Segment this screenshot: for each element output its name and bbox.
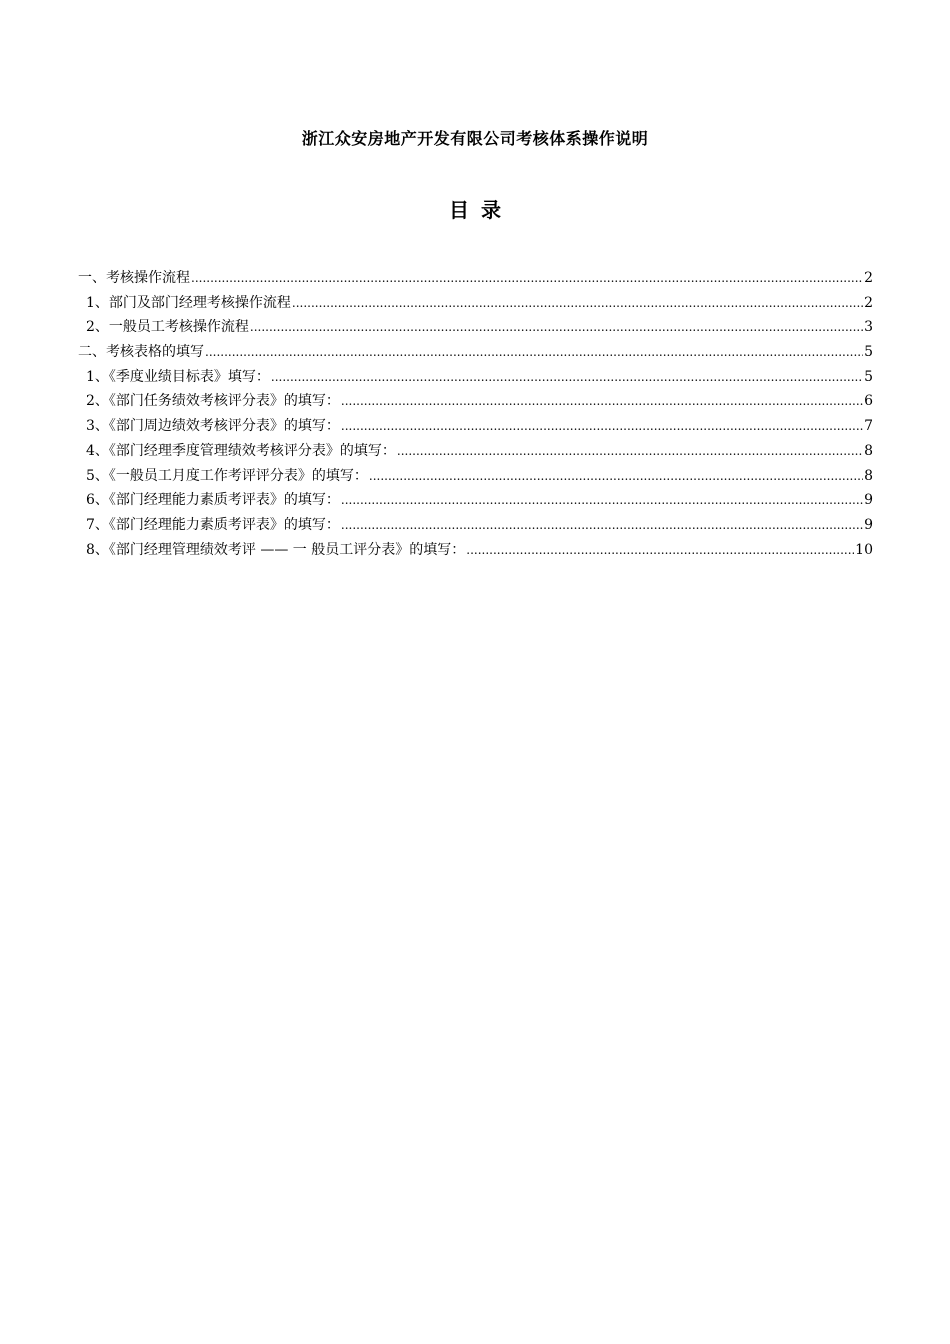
toc-entry-label: 二、考核表格的填写 [78, 344, 204, 361]
toc-entry-label: 4、《部门经理季度管理绩效考核评分表》的填写： [86, 442, 396, 459]
toc-dot-leader [466, 543, 854, 557]
toc-dot-leader [191, 271, 863, 285]
toc-entry[interactable] [78, 465, 873, 490]
toc-entry-page: 5 [864, 368, 873, 385]
toc-entry-label: 1、《季度业绩目标表》填写： [86, 368, 270, 385]
toc-entry-label: 2、一般员工考核操作流程 [86, 319, 249, 336]
toc-entry-label: 6、《部门经理能力素质考评表》的填写： [86, 492, 340, 509]
toc-entry[interactable] [78, 390, 873, 415]
toc-dot-leader [205, 345, 863, 359]
toc-entry-label: 5、《一般员工月度工作考评评分表》的填写： [86, 467, 368, 484]
toc-entry-label: 3、《部门周边绩效考核评分表》的填写： [86, 418, 340, 435]
toc-entry-page: 6 [864, 393, 873, 410]
toc-entry-label: 2、《部门任务绩效考核评分表》的填写： [86, 393, 340, 410]
toc-dot-leader [397, 444, 863, 458]
toc-entry[interactable] [78, 415, 873, 440]
toc-entry-page: 3 [864, 319, 873, 336]
toc-heading: 目录 [449, 198, 513, 222]
toc-dot-leader [341, 493, 863, 507]
document-title: 浙江众安房地产开发有限公司考核体系操作说明 [301, 129, 649, 148]
toc-entry-page: 8 [864, 467, 873, 484]
toc-entry[interactable] [78, 292, 873, 317]
toc-entry-page: 10 [855, 541, 873, 558]
toc-dot-leader [341, 518, 863, 532]
toc-entry-label: 1、部门及部门经理考核操作流程 [86, 294, 291, 311]
toc-entry-page: 5 [864, 344, 873, 361]
toc-entry-page: 9 [864, 492, 873, 509]
table-of-contents [78, 267, 873, 563]
toc-entry-label: 8、《部门经理管理绩效考评 —— 一 般员工评分表》的填写： [86, 541, 466, 558]
toc-dot-leader [341, 419, 863, 433]
toc-entry[interactable] [78, 316, 873, 341]
toc-entry-page: 9 [864, 516, 873, 533]
toc-entry[interactable] [78, 267, 873, 292]
toc-entry[interactable] [78, 440, 873, 465]
toc-entry-page: 7 [864, 418, 873, 435]
toc-entry[interactable] [78, 366, 873, 391]
toc-entry-label: 一、考核操作流程 [78, 270, 190, 286]
toc-entry-page: 8 [864, 442, 873, 459]
toc-entry[interactable] [78, 341, 873, 366]
toc-dot-leader [341, 394, 863, 408]
toc-entry[interactable] [78, 539, 873, 564]
toc-dot-leader [292, 296, 863, 310]
toc-dot-leader [369, 469, 863, 483]
toc-entry[interactable] [78, 514, 873, 539]
toc-entry[interactable] [78, 489, 873, 514]
toc-dot-leader [271, 370, 863, 384]
toc-entry-page: 2 [864, 294, 873, 311]
toc-entry-label: 7、《部门经理能力素质考评表》的填写： [86, 516, 340, 533]
toc-entry-page: 2 [864, 270, 873, 286]
toc-dot-leader [250, 320, 863, 334]
